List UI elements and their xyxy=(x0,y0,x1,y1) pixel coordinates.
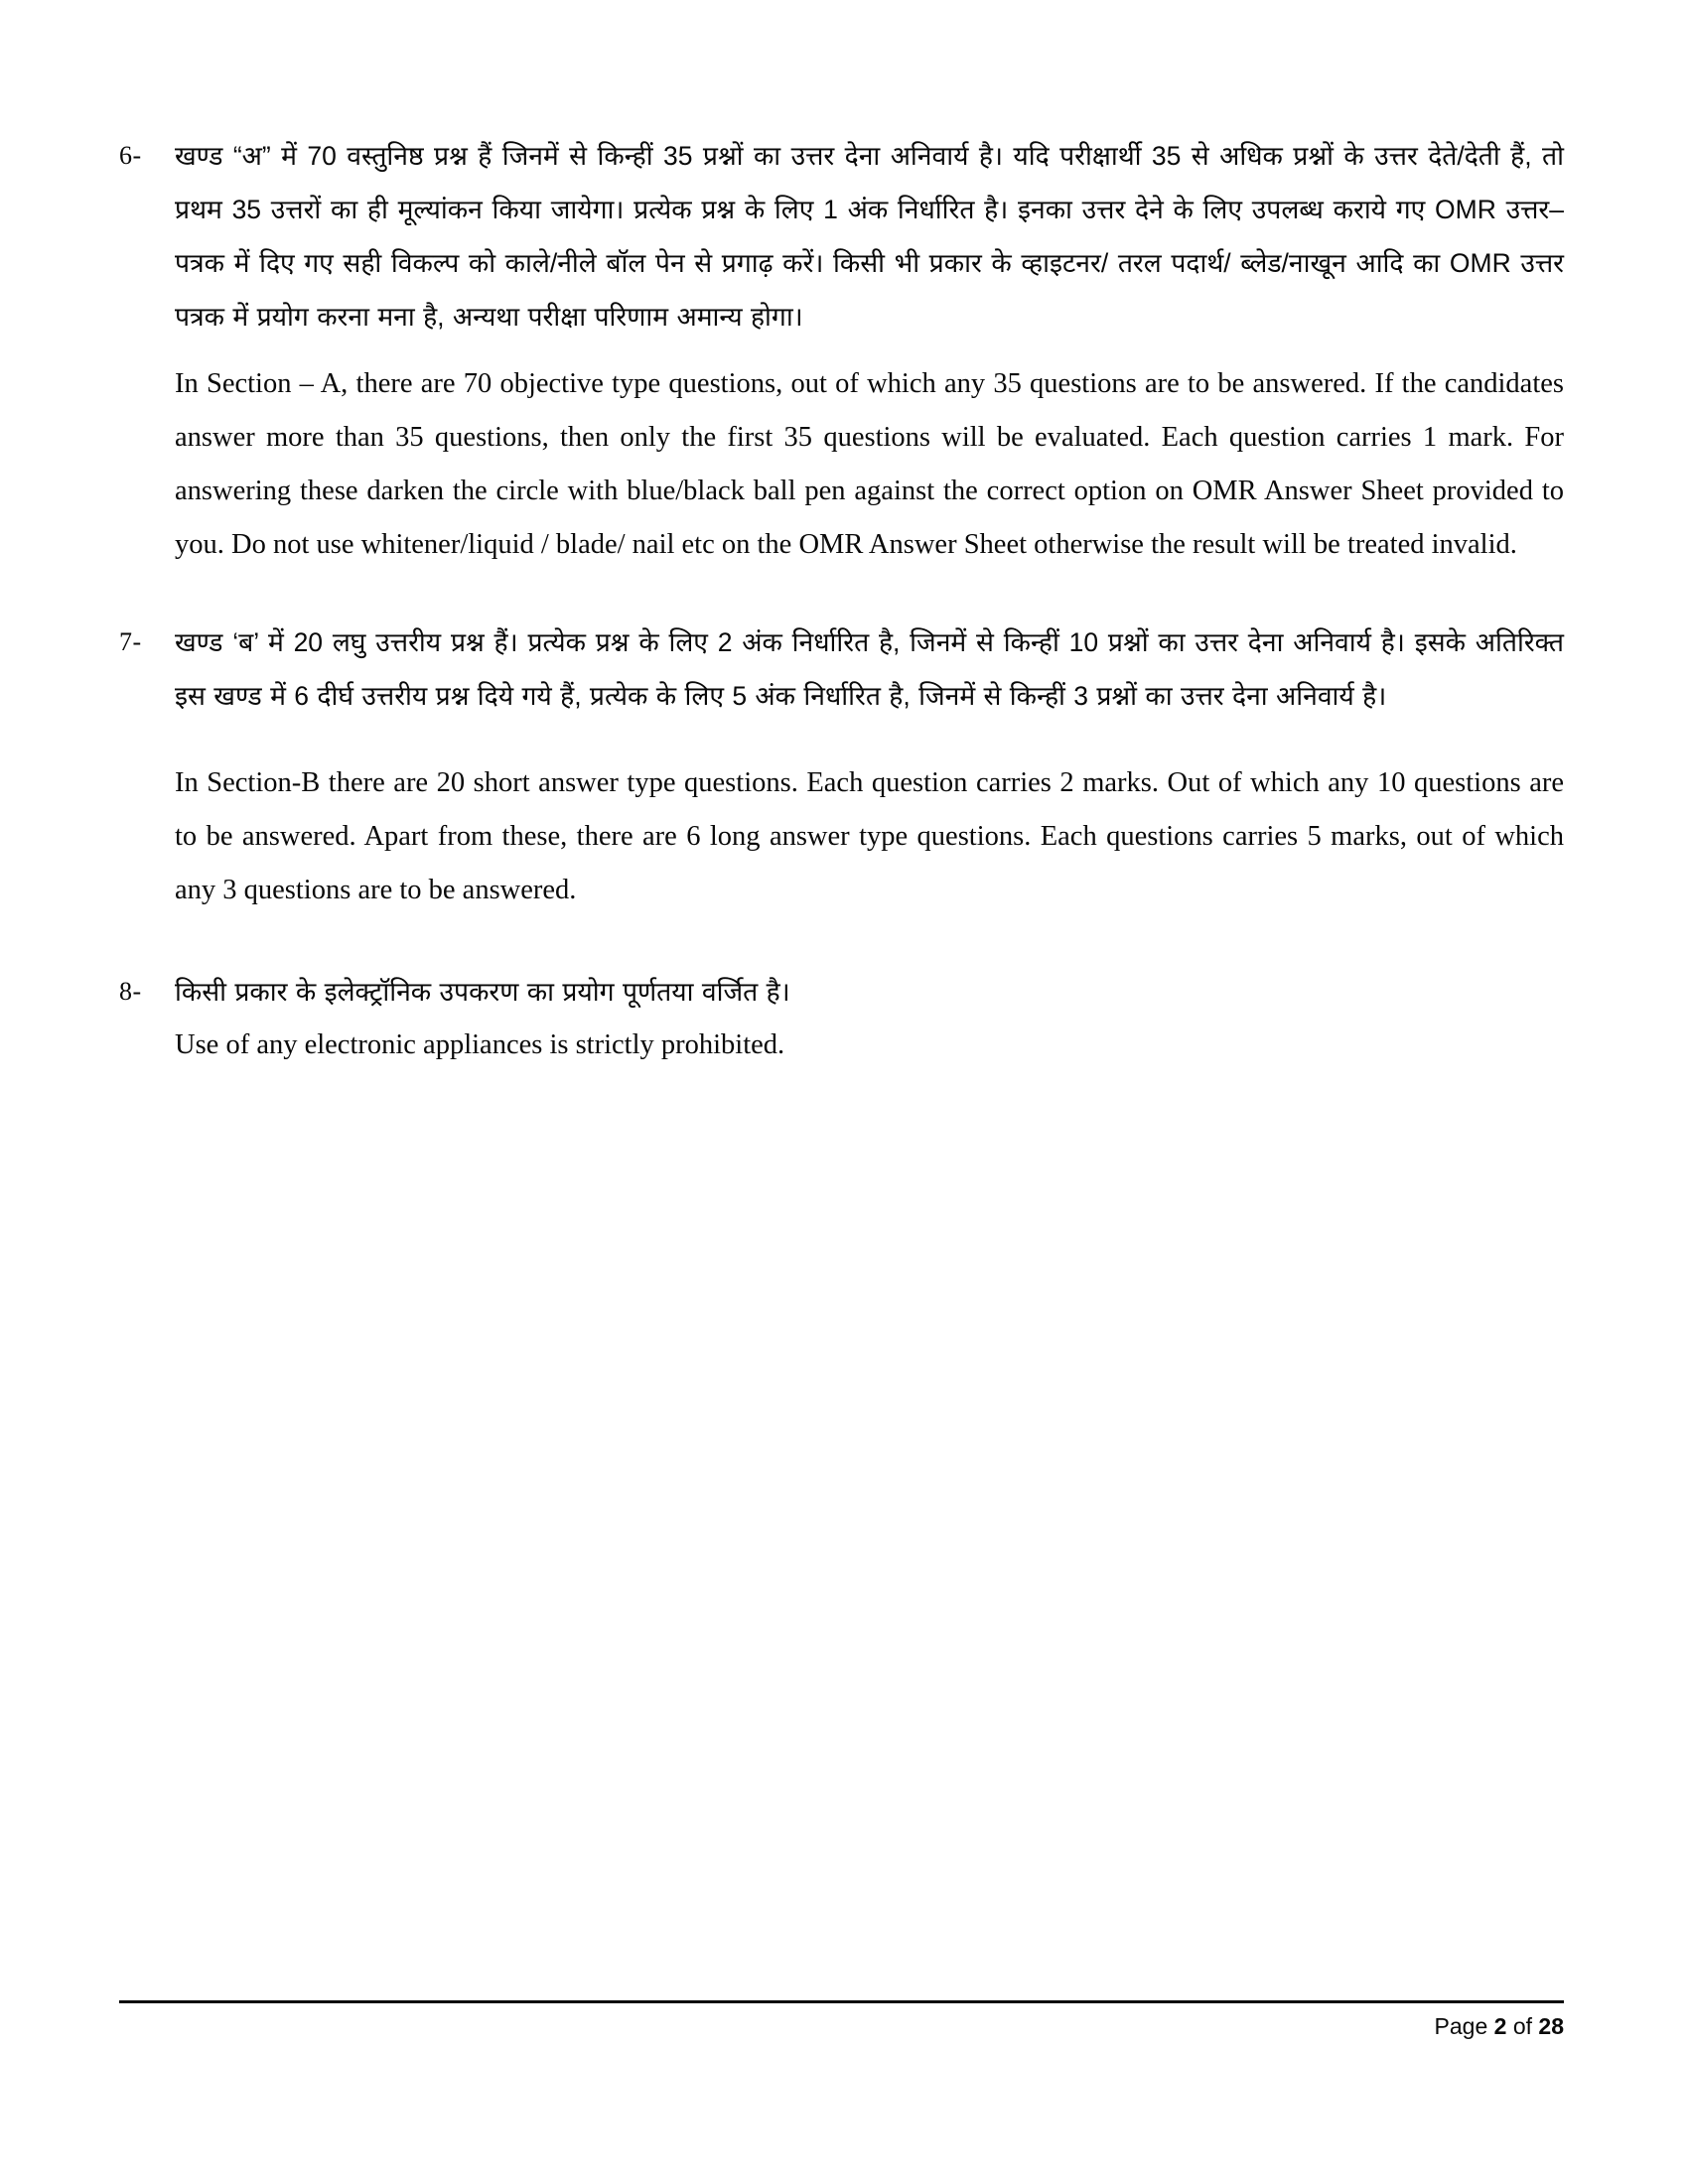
instruction-item-7 xyxy=(119,615,1564,917)
page-number-label xyxy=(119,2013,1564,2040)
spacer xyxy=(175,723,1564,756)
instruction-8-hindi-text: किसी प्रकार के इलेक्ट्रॉनिक उपकरण का प्रयोग पूर्णतया वर्जित है। xyxy=(175,977,790,1007)
footer-page-word: Page xyxy=(1434,2013,1494,2039)
instruction-body-6 xyxy=(175,129,1564,572)
instruction-number-6: 6- xyxy=(119,141,142,170)
spacer xyxy=(175,343,1564,357)
page-footer xyxy=(119,2000,1564,2040)
instruction-number-8: 8- xyxy=(119,977,142,1006)
footer-divider xyxy=(119,2000,1564,2003)
instruction-7-english-text: In Section-B there are 20 short answer type questions. Each question carries 2 marks. Out of which any 10 questions are to be answered. Apart from these, there are 6 long answer type questions. Each questions carries 5 marks, out of which any 3 questions are to be answered. xyxy=(175,767,1564,905)
instruction-body-7 xyxy=(175,615,1564,917)
instructions-container xyxy=(119,129,1564,1072)
footer-page-number: 2 xyxy=(1493,2013,1507,2039)
instruction-6-english-text: In Section – A, there are 70 objective type questions, out of which any 35 questions are to be answered. If the candidates answer more than 35 questions, then only the first 35 questions will be evaluated. Each question carries 1 mark. For answering these darken the circle with blue/black ball pen against the correct option on OMR Answer Sheet provided to you. Do not use whitener/liquid / blade/ nail etc on the OMR Answer Sheet otherwise the result will be treated invalid. xyxy=(175,368,1564,560)
footer-of-word: of xyxy=(1506,2013,1539,2039)
instruction-body-8 xyxy=(175,965,1564,1072)
instruction-item-6 xyxy=(119,129,1564,572)
instruction-number-7: 7- xyxy=(119,627,142,656)
footer-total-pages: 28 xyxy=(1538,2013,1564,2039)
instruction-8-english-text: Use of any electronic appliances is strictly prohibited. xyxy=(175,1029,785,1060)
instruction-7-hindi-text: खण्ड ‘ब’ में 20 लघु उत्तरीय प्रश्न हैं। प्रत्येक प्रश्न के लिए 2 अंक निर्धारित है, जिनमें से किन्हीं 10 प्रश्नों का उत्तर देना अनिवार्य है। इसके अतिरिक्त इस खण्ड में 6 दीर्घ उत्तरीय प्रश्न दिये गये हैं, प्रत्येक के लिए 5 अंक निर्धारित है, जिनमें से किन्हीं 3 प्रश्नों का उत्तर देना अनिवार्य है। xyxy=(175,627,1564,711)
instruction-6-hindi-text: खण्ड “अ” में 70 वस्तुनिष्ठ प्रश्न हैं जिनमें से किन्हीं 35 प्रश्नों का उत्तर देना अनिवार्य है। यदि परीक्षार्थी 35 से अधिक प्रश्नों के उत्तर देते/देती हैं, तो प्रथम 35 उत्तरों का ही मूल्यांकन किया जायेगा। प्रत्येक प्रश्न के लिए 1 अंक निर्धारित है। इनका उत्तर देने के लिए उपलब्ध कराये गए OMR उत्तर–पत्रक में दिए गए सही विकल्प को काले/नीले बॉल पेन से प्रगाढ़ करें। किसी भी प्रकार के व्हाइटनर/ तरल पदार्थ/ ब्लेड/नाखून आदि का OMR उत्तर पत्रक में प्रयोग करना मना है, अन्यथा परीक्षा परिणाम अमान्य होगा। xyxy=(175,141,1564,332)
instruction-item-8 xyxy=(119,965,1564,1072)
